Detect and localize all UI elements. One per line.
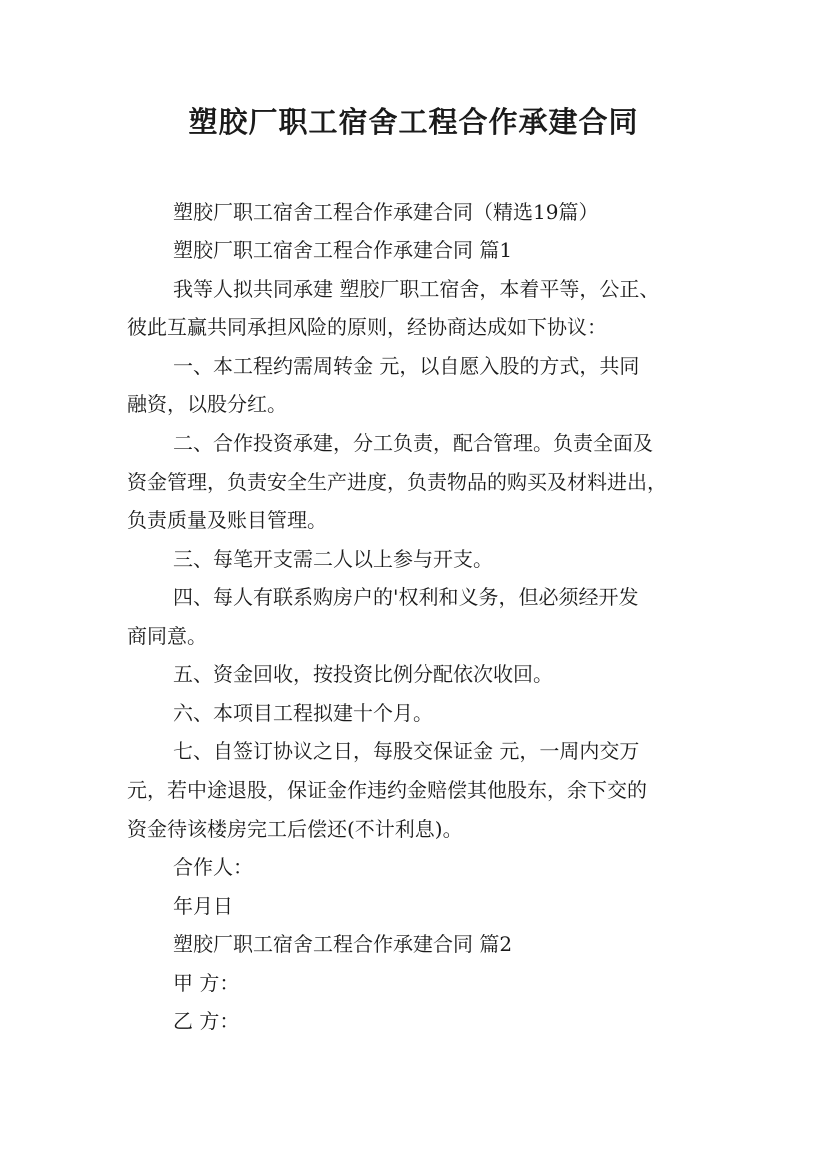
signature-label: 合作人：	[173, 855, 253, 879]
paragraph-line: 六、本项目工程拟建十个月。	[173, 701, 433, 725]
paragraph-line: 商同意。	[127, 624, 207, 648]
paragraph-line: 融资，以股分红。	[127, 392, 287, 416]
section-heading-2: 塑胶厂职工宿舍工程合作承建合同 篇2	[173, 932, 513, 956]
party-a-label: 甲 方：	[173, 971, 240, 995]
paragraph-line: 二、合作投资承建，分工负责，配合管理。负责全面及	[173, 431, 653, 455]
paragraph-line: 彼此互赢共同承担风险的原则，经协商达成如下协议：	[127, 315, 607, 339]
paragraph-line: 三、每笔开支需二人以上参与开支。	[173, 547, 493, 571]
date-label: 年月日	[173, 894, 233, 918]
paragraph-line: 元，若中途退股，保证金作违约金赔偿其他股东，余下交的	[127, 778, 647, 802]
paragraph-line: 七、自签订协议之日，每股交保证金 元，一周内交万	[173, 739, 640, 763]
document-subtitle: 塑胶厂职工宿舍工程合作承建合同（精选19篇）	[173, 200, 599, 224]
document-title: 塑胶厂职工宿舍工程合作承建合同	[188, 105, 639, 139]
paragraph-line: 资金待该楼房完工后偿还(不计利息)。	[127, 817, 463, 841]
paragraph-line: 负责质量及账目管理。	[127, 508, 327, 532]
paragraph-line: 五、资金回收，按投资比例分配依次收回。	[173, 662, 553, 686]
paragraph-line: 四、每人有联系购房户的'权利和义务，但必须经开发	[173, 585, 639, 609]
paragraph-line: 我等人拟共同承建 塑胶厂职工宿舍，本着平等，公正、	[173, 277, 660, 301]
party-b-label: 乙 方：	[173, 1009, 240, 1033]
section-heading-1: 塑胶厂职工宿舍工程合作承建合同 篇1	[173, 238, 513, 262]
paragraph-line: 资金管理，负责安全生产进度，负责物品的购买及材料进出，	[127, 470, 667, 494]
paragraph-line: 一、本工程约需周转金 元，以自愿入股的方式，共同	[173, 354, 640, 378]
